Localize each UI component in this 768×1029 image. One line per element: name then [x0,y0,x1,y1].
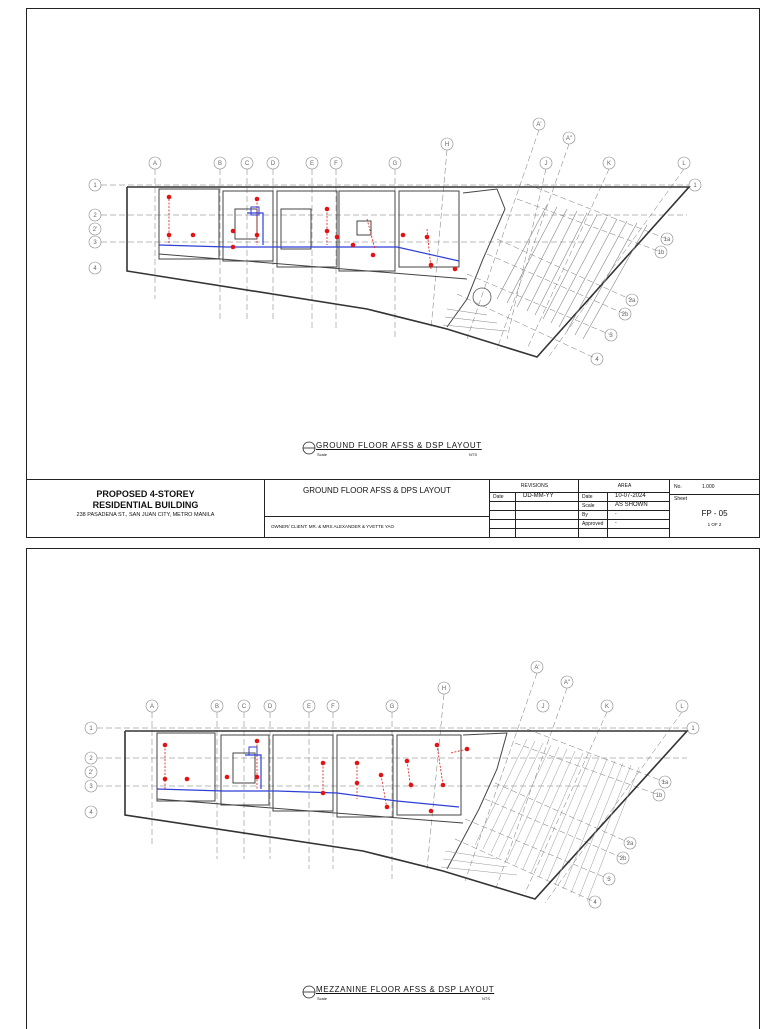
grid-bubble-k [601,700,613,712]
main-pipe-run [157,789,459,807]
sheet-label: Sheet [674,496,688,502]
plan-scale-label: Scale [317,452,328,457]
svg-text:A: A [149,704,155,710]
grid-label-d: D [270,161,276,167]
grid-label-a-dprime: A'' [565,136,573,142]
grid-bubble-k [603,157,615,169]
grid-bubble-e [303,700,315,712]
grid-label-a: A [152,161,158,167]
plan-title: GROUND FLOOR AFSS & DSP LAYOUT [316,441,482,450]
svg-text:4: 4 [593,900,597,906]
grid-bubble-a-dprime [563,132,575,144]
svg-text:2': 2' [92,227,98,233]
svg-text:1b: 1b [655,793,663,799]
grid-bubble-l [678,157,690,169]
grid-bubble-row-2-left [85,752,97,764]
svg-text:1: 1 [89,726,93,732]
grid-bubble-a-prime [533,118,545,130]
svg-text:C: C [241,704,247,710]
project-info [27,480,265,537]
by-value: - [615,511,617,517]
grid-label-j: J [544,161,548,167]
grid-bubble-g [389,157,401,169]
plan-nts-label: NTS [482,996,490,1001]
grid-bubble-f [330,157,342,169]
date-value: 10-07-2024 [615,493,646,499]
svg-text:2a: 2a [626,841,634,847]
grid-bubble-a [149,157,161,169]
svg-text:1b: 1b [657,250,665,256]
grid-label-f: F [334,161,338,167]
plan-title: MEZZANINE FLOOR AFSS & DSP LAYOUT [316,985,495,994]
svg-text:G: G [389,704,395,710]
grid-bubble-a-prime [531,661,543,673]
mezzanine-floor-plan [27,549,759,1025]
grid-bubble-f [327,700,339,712]
rev-date-label: Date [493,494,504,500]
grid-label-e: E [309,161,315,167]
svg-text:2b: 2b [621,312,629,318]
svg-text:2: 2 [89,756,93,762]
svg-text:D: D [267,704,273,710]
no-label: No. [674,484,682,490]
grid-bubble-row-2p-left [85,766,97,778]
svg-text:K: K [604,704,610,710]
grid-bubble-b [214,157,226,169]
section-marker-icon [302,985,316,999]
grid-bubble-row-2-left [89,209,101,221]
grid-label-l: L [682,161,686,167]
sheet-number: FP - 05 [701,509,728,518]
svg-text:3: 3 [609,333,613,339]
svg-text:A': A' [534,665,540,671]
svg-text:1a: 1a [661,780,669,786]
grid-bubble-c [238,700,250,712]
project-title-line1: PROPOSED 4-STOREY [96,489,195,499]
svg-text:1: 1 [693,183,697,189]
by-label: By [582,512,588,518]
grid-bubble-a [146,700,158,712]
grid-bubble-d [267,157,279,169]
area-label: AREA [617,483,632,489]
svg-text:E: E [306,704,312,710]
grid-bubble-j [540,157,552,169]
svg-text:1: 1 [93,183,97,189]
drawing-title: GROUND FLOOR AFSS & DPS LAYOUT [303,486,451,495]
grid-bubble-row-1-left [85,722,97,734]
svg-text:2a: 2a [628,298,636,304]
grid-label-k: K [606,161,612,167]
sheet-cell [670,480,759,537]
area-cell [579,480,670,537]
scale-value: AS SHOWN [615,502,648,508]
grid-bubble-row-4-left [89,262,101,274]
grid-label-g: G [392,161,398,167]
project-address: 238 PASADENA ST., SAN JUAN CITY, METRO MANILA [76,512,215,518]
grid-bubble-j [537,700,549,712]
svg-text:1a: 1a [663,237,671,243]
svg-text:4: 4 [595,357,599,363]
svg-text:J: J [541,704,545,710]
svg-text:B: B [214,704,220,710]
date-label: Date [582,494,593,500]
grid-label-b: B [217,161,223,167]
grid-bubble-l [676,700,688,712]
revisions-cell [490,480,579,537]
no-value: 1.000 [702,484,715,490]
approved-label: Approved [582,521,604,527]
project-title-line2: RESIDENTIAL BUILDING [92,500,199,510]
grid-bubble-row-3-left [85,780,97,792]
grid-label-c: C [244,161,250,167]
rev-date-value: DD-MM-YY [523,493,554,499]
grid-label-a-prime: A' [536,122,542,128]
grid-bubble-a-dprime [561,676,573,688]
grid-bubble-row-2p-left [89,223,101,235]
grid-bubble-row-3-left [89,236,101,248]
title-block [27,479,759,537]
drawing-sheet-2 [26,548,760,1029]
svg-text:1: 1 [691,726,695,732]
svg-text:H: H [441,686,447,692]
section-marker-icon [302,441,316,455]
grid-bubble-row-2b-right [619,308,631,320]
grid-bubble-h [438,682,450,694]
svg-text:4: 4 [89,810,93,816]
grid-bubble-row-1-left [89,179,101,191]
svg-text:2: 2 [93,213,97,219]
svg-text:2': 2' [88,770,94,776]
owner-client: OWNER/ CLIENT: MR. & MRS ALEXANDER & YVETTE YAO [271,524,395,529]
grid-bubble-row-2b-right [617,852,629,864]
grid-bubble-b [211,700,223,712]
sheet-count: 1 OF 2 [707,522,722,527]
drawing-sheet-1 [26,8,760,538]
svg-text:3: 3 [607,877,611,883]
grid-bubble-d [264,700,276,712]
grid-bubble-row-4-left [85,806,97,818]
svg-text:2b: 2b [619,856,627,862]
grid-bubble-row-1-right [689,179,701,191]
grid-label-h: H [444,142,450,148]
scale-field-label: Scale [582,503,595,509]
svg-text:L: L [680,704,684,710]
svg-text:3: 3 [93,240,97,246]
grid-bubble-c [241,157,253,169]
svg-text:4: 4 [93,266,97,272]
ground-floor-plan [27,9,759,479]
grid-bubble-g [386,700,398,712]
svg-text:A'': A'' [563,680,571,686]
grid-bubble-h [441,138,453,150]
grid-bubble-e [306,157,318,169]
approved-value: - [615,520,617,526]
drawing-title-cell [265,480,490,537]
grid-bubble-row-1a-right [661,233,673,245]
revisions-label: REVISIONS [520,483,549,489]
grid-bubble-row-1-right [687,722,699,734]
plan-scale-label: Scale [317,996,328,1001]
plan-nts-label: NTS [469,452,477,457]
svg-text:3: 3 [89,784,93,790]
svg-text:F: F [331,704,335,710]
